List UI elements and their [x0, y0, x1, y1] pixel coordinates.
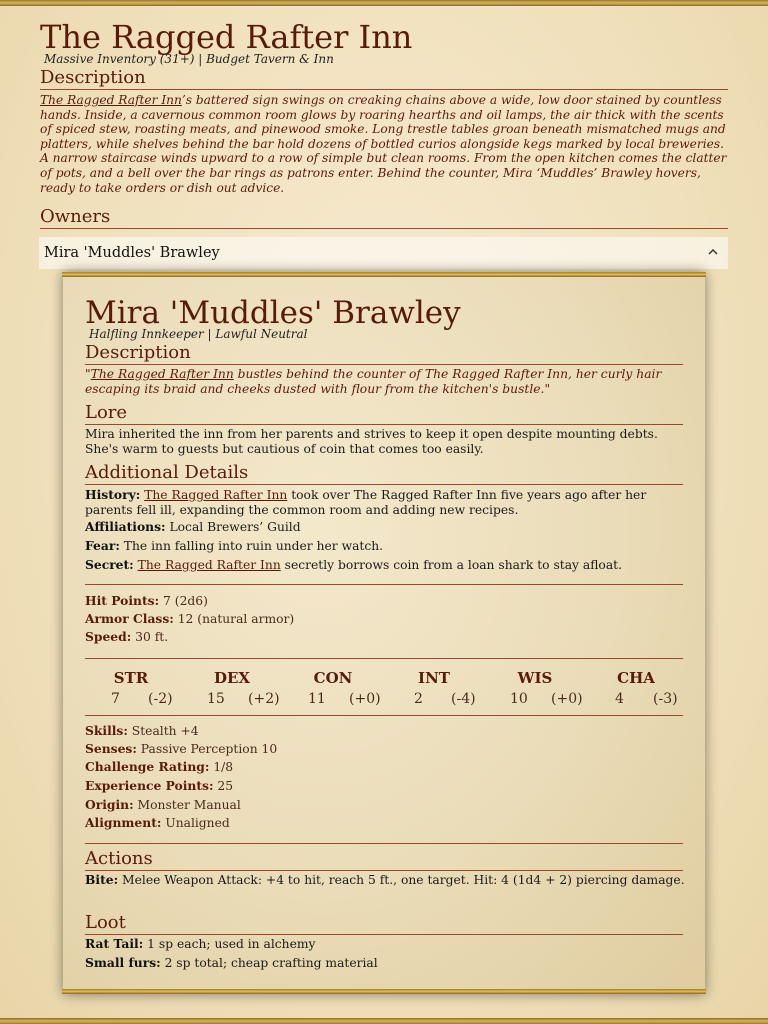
- small-furs-row: [85, 956, 685, 971]
- cr-row: [85, 760, 685, 775]
- xp-value: 25: [213, 779, 234, 793]
- bite-text: Melee Weapon Attack: +4 to hit, reach 5 ft., one target. Hit: 4 (1d4 + 2) piercing damage.: [118, 873, 685, 887]
- npc-card: [63, 272, 705, 994]
- secret-row: [85, 558, 685, 573]
- cr-label: Challenge Rating:: [85, 759, 210, 774]
- origin-label: Origin:: [85, 797, 134, 812]
- npc-description: [85, 367, 685, 396]
- ac-label: Armor Class:: [85, 611, 174, 626]
- quote-mark: ": [85, 367, 91, 381]
- alignment-row: [85, 816, 685, 831]
- ability-modifier: (-3): [653, 691, 678, 707]
- card-bottom-border: [62, 989, 706, 994]
- senses-label: Senses:: [85, 741, 137, 756]
- ability-score: 15: [207, 691, 225, 707]
- alignment-value: Unaligned: [161, 816, 230, 830]
- ability-modifier: (+0): [551, 691, 583, 707]
- inn-description-text: ’s battered sign swings on creaking chains above a wide, low door stained by countless hands. Inside, a cavernous common room glows by roaring hearths and oil lamps, the air thick with the scents of spiced stew, roasting meats, and pinewood smoke. Long trestle tables groan beneath mismatched mugs and platters, while shelves behind the bar hold dozens of bottled curios alongside kegs marked by local breweries. A narrow staircase winds upward to a row of simple but clean rooms. From the open kitchen comes the clatter of pots, and a bell over the bar rings as patrons enter. Behind the counter, Mira ‘Muddles’ Brawley hovers, ready to take orders or dish out advice.: [40, 93, 727, 195]
- ability-modifier: (-2): [148, 691, 173, 707]
- rat-tail-text: 1 sp each; used in alchemy: [143, 937, 316, 951]
- hp-value: 7 (2d6): [159, 594, 208, 608]
- affiliations-row: [85, 520, 685, 535]
- details-heading: Additional Details: [85, 462, 683, 485]
- ability-name: DEX: [213, 669, 251, 687]
- divider: [85, 843, 683, 844]
- skills-value: Stealth +4: [127, 724, 199, 738]
- fear-label: Fear:: [85, 538, 120, 553]
- fear-text: The inn falling into ruin under her watch.: [119, 539, 384, 553]
- inn-page: [0, 6, 768, 1018]
- affiliations-text: Local Brewers’ Guild: [165, 520, 301, 534]
- origin-row: [85, 798, 685, 813]
- ability-score: 11: [308, 691, 326, 707]
- divider: [85, 658, 683, 659]
- ability-modifier: (-4): [451, 691, 476, 707]
- actions-heading: Actions: [85, 848, 683, 871]
- origin-value: Monster Manual: [133, 798, 241, 812]
- npc-description-link[interactable]: The Ragged Rafter Inn: [90, 367, 234, 381]
- ability-score: 4: [615, 691, 624, 707]
- rat-tail-label: Rat Tail:: [85, 936, 144, 951]
- lore-heading: Lore: [85, 402, 683, 425]
- lore-text: Mira inherited the inn from her parents and strives to keep it open despite mounting debts. She's warm to guests but cautious of coin that comes too easily.: [85, 427, 658, 456]
- ability-modifier: (+0): [349, 691, 381, 707]
- inn-title: The Ragged Rafter Inn: [40, 18, 413, 56]
- ability-score: 7: [111, 691, 120, 707]
- ac-value: 12 (natural armor): [173, 612, 295, 626]
- ability-name: STR: [113, 669, 149, 687]
- fear-row: [85, 539, 685, 554]
- hp-label: Hit Points:: [85, 593, 160, 608]
- hp-row: [85, 594, 685, 609]
- xp-label: Experience Points:: [85, 778, 214, 793]
- bottom-gold-border: [0, 1018, 768, 1024]
- history-link[interactable]: The Ragged Rafter Inn: [144, 488, 288, 502]
- cr-value: 1/8: [209, 760, 234, 774]
- ability-score: 10: [510, 691, 528, 707]
- owners-heading: Owners: [40, 206, 728, 229]
- speed-row: [85, 630, 685, 645]
- ability-name: INT: [418, 669, 450, 687]
- rat-tail-row: [85, 937, 685, 952]
- inn-link[interactable]: The Ragged Rafter Inn: [40, 93, 182, 107]
- senses-value: Passive Perception 10: [136, 742, 278, 756]
- secret-link[interactable]: The Ragged Rafter Inn: [137, 558, 281, 572]
- affiliations-label: Affiliations:: [85, 519, 166, 534]
- small-furs-text: 2 sp total; cheap crafting material: [160, 956, 378, 970]
- secret-text: secretly borrows coin from a loan shark to stay afloat.: [280, 558, 623, 572]
- bite-row: [85, 873, 685, 888]
- ac-row: [85, 612, 685, 627]
- speed-value: 30 ft.: [131, 630, 169, 644]
- divider: [85, 715, 683, 716]
- ability-modifier: (+2): [248, 691, 280, 707]
- senses-row: [85, 742, 685, 757]
- small-furs-label: Small furs:: [85, 955, 161, 970]
- npc-description-text: bustles behind the counter of The Ragged Rafter Inn, her curly hair escaping its braid and cheeks dusted with flour from the kitchen's bustle.": [85, 367, 662, 396]
- chevron-up-icon[interactable]: [708, 247, 718, 257]
- skills-label: Skills:: [85, 723, 128, 738]
- bite-label: Bite:: [85, 872, 119, 887]
- inn-subtitle: Massive Inventory (31+) | Budget Tavern & Inn: [44, 52, 334, 66]
- npc-description-heading: Description: [85, 342, 683, 365]
- ability-name: CON: [313, 669, 353, 687]
- npc-name: Mira 'Muddles' Brawley: [85, 295, 461, 331]
- secret-label: Secret:: [85, 557, 134, 572]
- npc-subtitle: Halfling Innkeeper | Lawful Neutral: [89, 327, 308, 341]
- ability-score: 2: [414, 691, 423, 707]
- inn-description: [40, 93, 730, 195]
- ability-name: WIS: [517, 669, 553, 687]
- xp-row: [85, 779, 685, 794]
- alignment-label: Alignment:: [85, 815, 162, 830]
- history-row: [85, 488, 685, 517]
- owner-name: Mira 'Muddles' Brawley: [44, 245, 220, 261]
- ability-name: CHA: [617, 669, 655, 687]
- divider: [85, 584, 683, 585]
- loot-heading: Loot: [85, 912, 683, 935]
- speed-label: Speed:: [85, 629, 132, 644]
- card-top-border: [62, 272, 706, 277]
- history-text: took over The Ragged Rafter Inn five years ago after her parents fell ill, expanding the common room and adding new recipes.: [85, 488, 647, 517]
- inn-description-heading: Description: [40, 67, 728, 90]
- history-label: History:: [85, 487, 141, 502]
- skills-row: [85, 724, 685, 739]
- owner-accordion-header[interactable]: [39, 237, 728, 269]
